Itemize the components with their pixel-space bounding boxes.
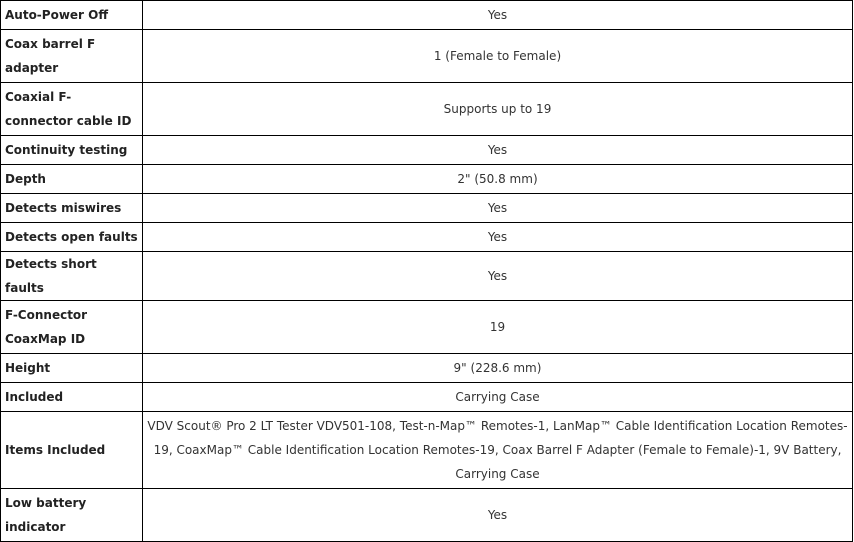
table-row	[1, 30, 853, 83]
table-row	[1, 83, 853, 136]
spec-label: Coax barrel F adapter	[1, 30, 143, 83]
spec-label: F-Connector CoaxMap ID	[1, 301, 143, 354]
table-row	[1, 252, 853, 301]
specifications-table-body	[1, 1, 853, 542]
table-row	[1, 223, 853, 252]
spec-value: 9" (228.6 mm)	[143, 354, 853, 383]
spec-label: Detects short faults	[1, 252, 143, 301]
spec-label: Depth	[1, 165, 143, 194]
table-row	[1, 301, 853, 354]
spec-value: 1 (Female to Female)	[143, 30, 853, 83]
table-row	[1, 489, 853, 542]
table-row	[1, 412, 853, 489]
spec-value: 19	[143, 301, 853, 354]
table-row	[1, 165, 853, 194]
table-row	[1, 1, 853, 30]
spec-label: Coaxial F-connector cable ID	[1, 83, 143, 136]
spec-value: Supports up to 19	[143, 83, 853, 136]
spec-label: Auto-Power Off	[1, 1, 143, 30]
spec-value: Carrying Case	[143, 383, 853, 412]
spec-value: Yes	[143, 252, 853, 301]
spec-value: VDV Scout® Pro 2 LT Tester VDV501-108, Test-n-Map™ Remotes-1, LanMap™ Cable Identification Location Remotes-19, CoaxMap™ Cable Identification Location Remotes-19, Coax Barrel F Adapter (Female to Female)-1, 9V Battery, Carrying Case	[143, 412, 853, 489]
table-row	[1, 383, 853, 412]
spec-label: Continuity testing	[1, 136, 143, 165]
spec-value: Yes	[143, 223, 853, 252]
table-row	[1, 136, 853, 165]
spec-label: Height	[1, 354, 143, 383]
spec-value: Yes	[143, 136, 853, 165]
spec-label: Included	[1, 383, 143, 412]
spec-label: Low battery indicator	[1, 489, 143, 542]
spec-label: Detects miswires	[1, 194, 143, 223]
spec-label: Detects open faults	[1, 223, 143, 252]
table-row	[1, 354, 853, 383]
spec-value: Yes	[143, 194, 853, 223]
spec-label: Items Included	[1, 412, 143, 489]
spec-value: Yes	[143, 1, 853, 30]
spec-value: Yes	[143, 489, 853, 542]
spec-value: 2" (50.8 mm)	[143, 165, 853, 194]
table-row	[1, 194, 853, 223]
